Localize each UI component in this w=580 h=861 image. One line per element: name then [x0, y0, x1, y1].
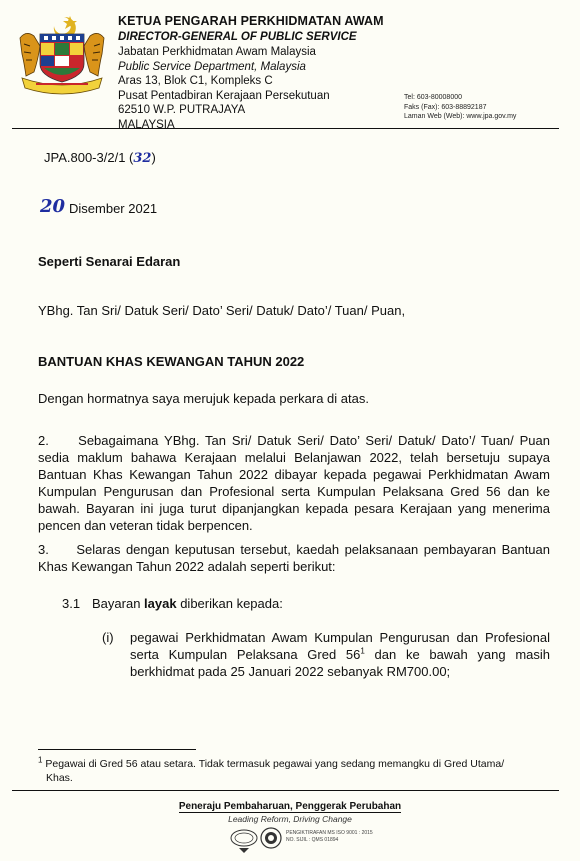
- motto-ms: [0, 801, 580, 812]
- section-text: diberikan kepada:: [176, 596, 283, 611]
- contact-web: Laman Web (Web): www.jpa.gov.my: [404, 113, 517, 120]
- footnote-text: Khas.: [46, 772, 73, 784]
- paragraph-line: sedia maklum bahawa Kerajaan melalui Belanjawan 2022, telah bersetuju supaya: [38, 450, 550, 465]
- certification-logo-icon: [229, 826, 285, 854]
- reference-text: JPA.800-3/2/1 (: [44, 150, 134, 165]
- reference-close: ): [151, 150, 156, 165]
- paragraph-line: 2. Sebagaimana YBhg. Tan Sri/ Datuk Seri/ Dato’ Seri/ Datuk/ Dato’/ Tuan/ Puan: [38, 433, 550, 448]
- contact-fax: Faks (Fax): 603-88892187: [404, 103, 487, 111]
- paragraph-line: Kumpulan Pengurusan dan Profesional serta Kumpulan Pelaksana Gred 56 dan ke: [38, 484, 550, 499]
- motto-ms-text: Peneraju Pembaharuan, Penggerak Perubahan: [178, 801, 402, 812]
- date-text: Disember 2021: [69, 201, 158, 216]
- date-handwritten: 20: [40, 196, 66, 217]
- section-emphasis: layak: [144, 596, 177, 611]
- reference-number: [44, 149, 156, 167]
- footnote-ref: 1: [360, 646, 365, 656]
- iso-cert-badge-icon: [286, 830, 373, 844]
- letterhead-divider: [12, 128, 559, 129]
- section-number: 3.1: [62, 596, 81, 611]
- footnote-text: Pegawai di Gred 56 atau setara. Tidak termasuk pegawai yang sedang memangku di Gred Utama/: [42, 758, 505, 770]
- list-item-body: [130, 629, 550, 680]
- list-item-line: pegawai Perkhidmatan Awam Kumpulan Pengurusan dan Profesional: [130, 630, 550, 645]
- malaysia-coat-of-arms-icon: [14, 12, 110, 100]
- address-line: MALAYSIA: [118, 118, 175, 131]
- footnote-divider: [38, 749, 196, 750]
- footnote: [38, 757, 553, 785]
- paragraph-line: 3. Selaras dengan keputusan tersebut, kaedah pelaksanaan pembayaran Bantuan: [38, 542, 550, 557]
- address-line: 62510 W.P. PUTRAJAYA: [118, 104, 246, 116]
- section-text: Bayaran: [92, 596, 145, 611]
- department-name-en: Public Service Department, Malaysia: [118, 60, 306, 73]
- reference-handwritten: 32: [133, 151, 152, 166]
- subject-heading: BANTUAN KHAS KEWANGAN TAHUN 2022: [38, 354, 305, 369]
- letterhead-subtitle: DIRECTOR-GENERAL OF PUBLIC SERVICE: [118, 31, 357, 43]
- section-3-1: [62, 595, 283, 612]
- list-item-text: serta Kumpulan Pelaksana Gred 56: [130, 647, 361, 662]
- paragraph-line: Khas Kewangan Tahun 2022 adalah seperti berikut:: [38, 559, 336, 574]
- motto-en: Leading Reform, Driving Change: [228, 814, 352, 824]
- paragraph-3: [38, 541, 550, 575]
- letterhead-title: KETUA PENGARAH PERKHIDMATAN AWAM: [118, 14, 384, 28]
- cert-line: NO. SIJIL : QMS 01894: [286, 837, 339, 843]
- paragraph-2: [38, 432, 550, 534]
- list-item-line: [130, 646, 550, 663]
- list-item-line: berkhidmat pada 25 Januari 2022 sebanyak RM700.00;: [130, 664, 451, 679]
- paragraph-line: Bantuan Khas Kewangan Tahun 2022 dibayar kepada pegawai Perkhidmatan Awam: [38, 467, 550, 482]
- paragraph-1: Dengan hormatnya saya merujuk kepada perkara di atas.: [38, 391, 369, 406]
- address-line: Aras 13, Blok C1, Kompleks C: [118, 75, 273, 87]
- address-line: Pusat Pentadbiran Kerajaan Persekutuan: [118, 89, 330, 102]
- salutation: YBhg. Tan Sri/ Datuk Seri/ Dato’ Seri/ Datuk/ Dato’/ Tuan/ Puan,: [38, 303, 406, 318]
- list-item-marker: (i): [102, 630, 114, 645]
- list-item-text: dan ke bawah yang masih: [364, 647, 550, 662]
- paragraph-line: pencen dan veteran tidak berpencen.: [38, 518, 253, 533]
- paragraph-line: bawah. Bayaran ini juga turut dipanjangkan kepada pesara Kerajaan yang menerima: [38, 501, 550, 516]
- certification-badges: [229, 826, 285, 859]
- addressee: Seperti Senarai Edaran: [38, 254, 181, 269]
- footer-divider: [12, 790, 559, 791]
- footnote-mark: 1: [38, 755, 43, 765]
- department-name-ms: Jabatan Perkhidmatan Awam Malaysia: [118, 46, 316, 58]
- cert-line: PENGIKTIRAFAN MS ISO 9001 : 2015: [286, 830, 373, 836]
- contact-tel: Tel: 603-80008000: [404, 94, 462, 101]
